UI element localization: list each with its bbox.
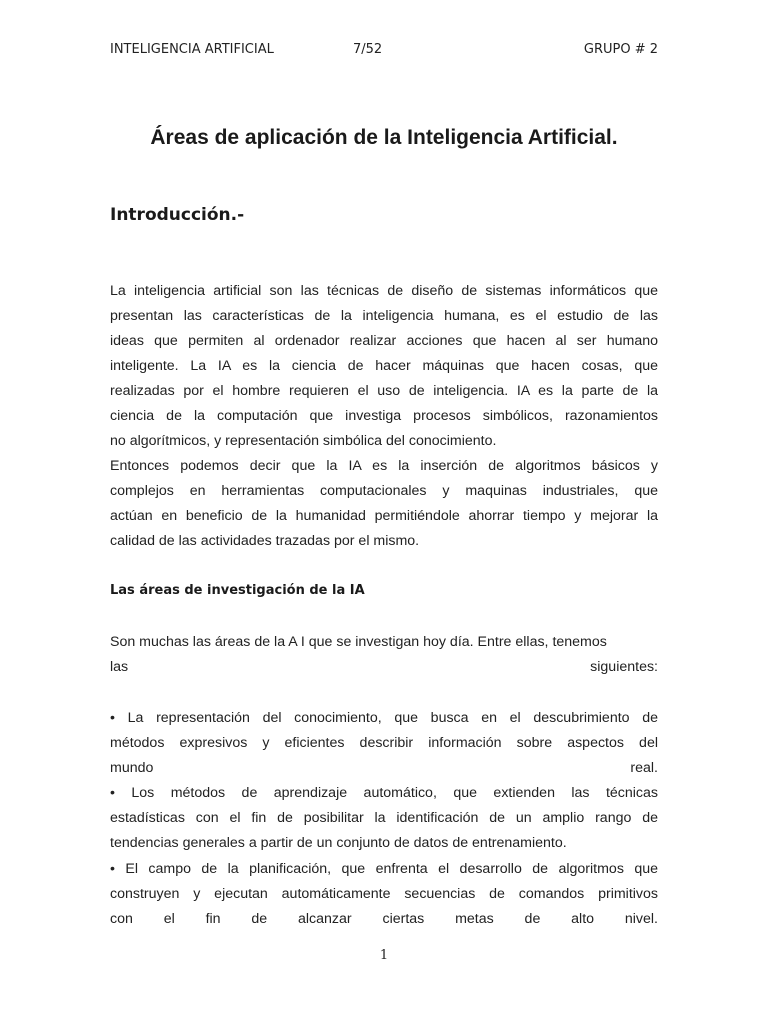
text-line-justified-split (110, 655, 658, 680)
intro-heading: Introducción.- (110, 205, 245, 225)
text-line: tendencias generales a partir de un conjunto de datos de entrenamiento. (110, 835, 567, 851)
text-line: Entonces podemos decir que la IA es la inserción de algoritmos básicos y (110, 458, 658, 474)
text-line: ciencia de la computación que investiga procesos simbólicos, razonamientos (110, 408, 658, 424)
text-line: Son muchas las áreas de la A I que se investigan hoy día. Entre ellas, tenemos (110, 634, 607, 650)
split-right-word: siguientes: (590, 659, 658, 675)
intro-paragraph-2 (110, 454, 658, 554)
text-line: mundo real. (110, 760, 658, 776)
text-line: presentan las características de la inteligencia humana, es el estudio de las (110, 308, 658, 324)
header-page-counter: 7/52 (353, 42, 383, 57)
text-line: realizadas por el hombre requieren el uso de inteligencia. IA es la parte de la (110, 383, 658, 399)
text-line: actúan en beneficio de la humanidad permitiéndole ahorrar tiempo y mejorar la (110, 508, 658, 524)
text-line: La inteligencia artificial son las técnicas de diseño de sistemas informáticos que (110, 283, 658, 299)
text-line: construyen y ejecutan automáticamente secuencias de comandos primitivos (110, 886, 658, 902)
text-line: no algorítmicos, y representación simbólica del conocimiento. (110, 433, 497, 449)
page-header (110, 42, 658, 62)
text-line: con el fin de alcanzar ciertas metas de alto nivel. (110, 911, 658, 927)
text-line: inteligente. La IA es la ciencia de hacer máquinas que hacen cosas, que (110, 358, 658, 374)
text-line: complejos en herramientas computacionales y maquinas industriales, que (110, 483, 658, 499)
header-group-label: GRUPO # 2 (583, 42, 658, 57)
bullet-item-2 (110, 781, 658, 856)
text-line: • El campo de la planificación, que enfrenta el desarrollo de algoritmos que (110, 861, 658, 877)
intro-paragraph-1 (110, 279, 658, 454)
text-line: métodos expresivos y eficientes describir información sobre aspectos del (110, 735, 658, 751)
text-line: calidad de las actividades trazadas por el mismo. (110, 533, 420, 549)
text-line: • Los métodos de aprendizaje automático, que extienden las técnicas (110, 785, 658, 801)
text-line: estadísticas con el fin de posibilitar la identificación de un amplio rango de (110, 810, 658, 826)
text-line: ideas que permiten al ordenador realizar acciones que hacen al ser humano (110, 333, 658, 349)
split-left-word: las (110, 659, 129, 675)
areas-intro-paragraph (110, 630, 658, 680)
header-course-title: INTELIGENCIA ARTIFICIAL (110, 42, 274, 57)
bullet-item-1 (110, 706, 658, 781)
document-title: Áreas de aplicación de la Inteligencia Artificial. (150, 126, 618, 149)
text-line: • La representación del conocimiento, que busca en el descubrimiento de (110, 710, 658, 726)
bullet-item-3 (110, 857, 658, 932)
page-number: 1 (379, 948, 389, 963)
section-heading: Las áreas de investigación de la IA (110, 583, 365, 598)
